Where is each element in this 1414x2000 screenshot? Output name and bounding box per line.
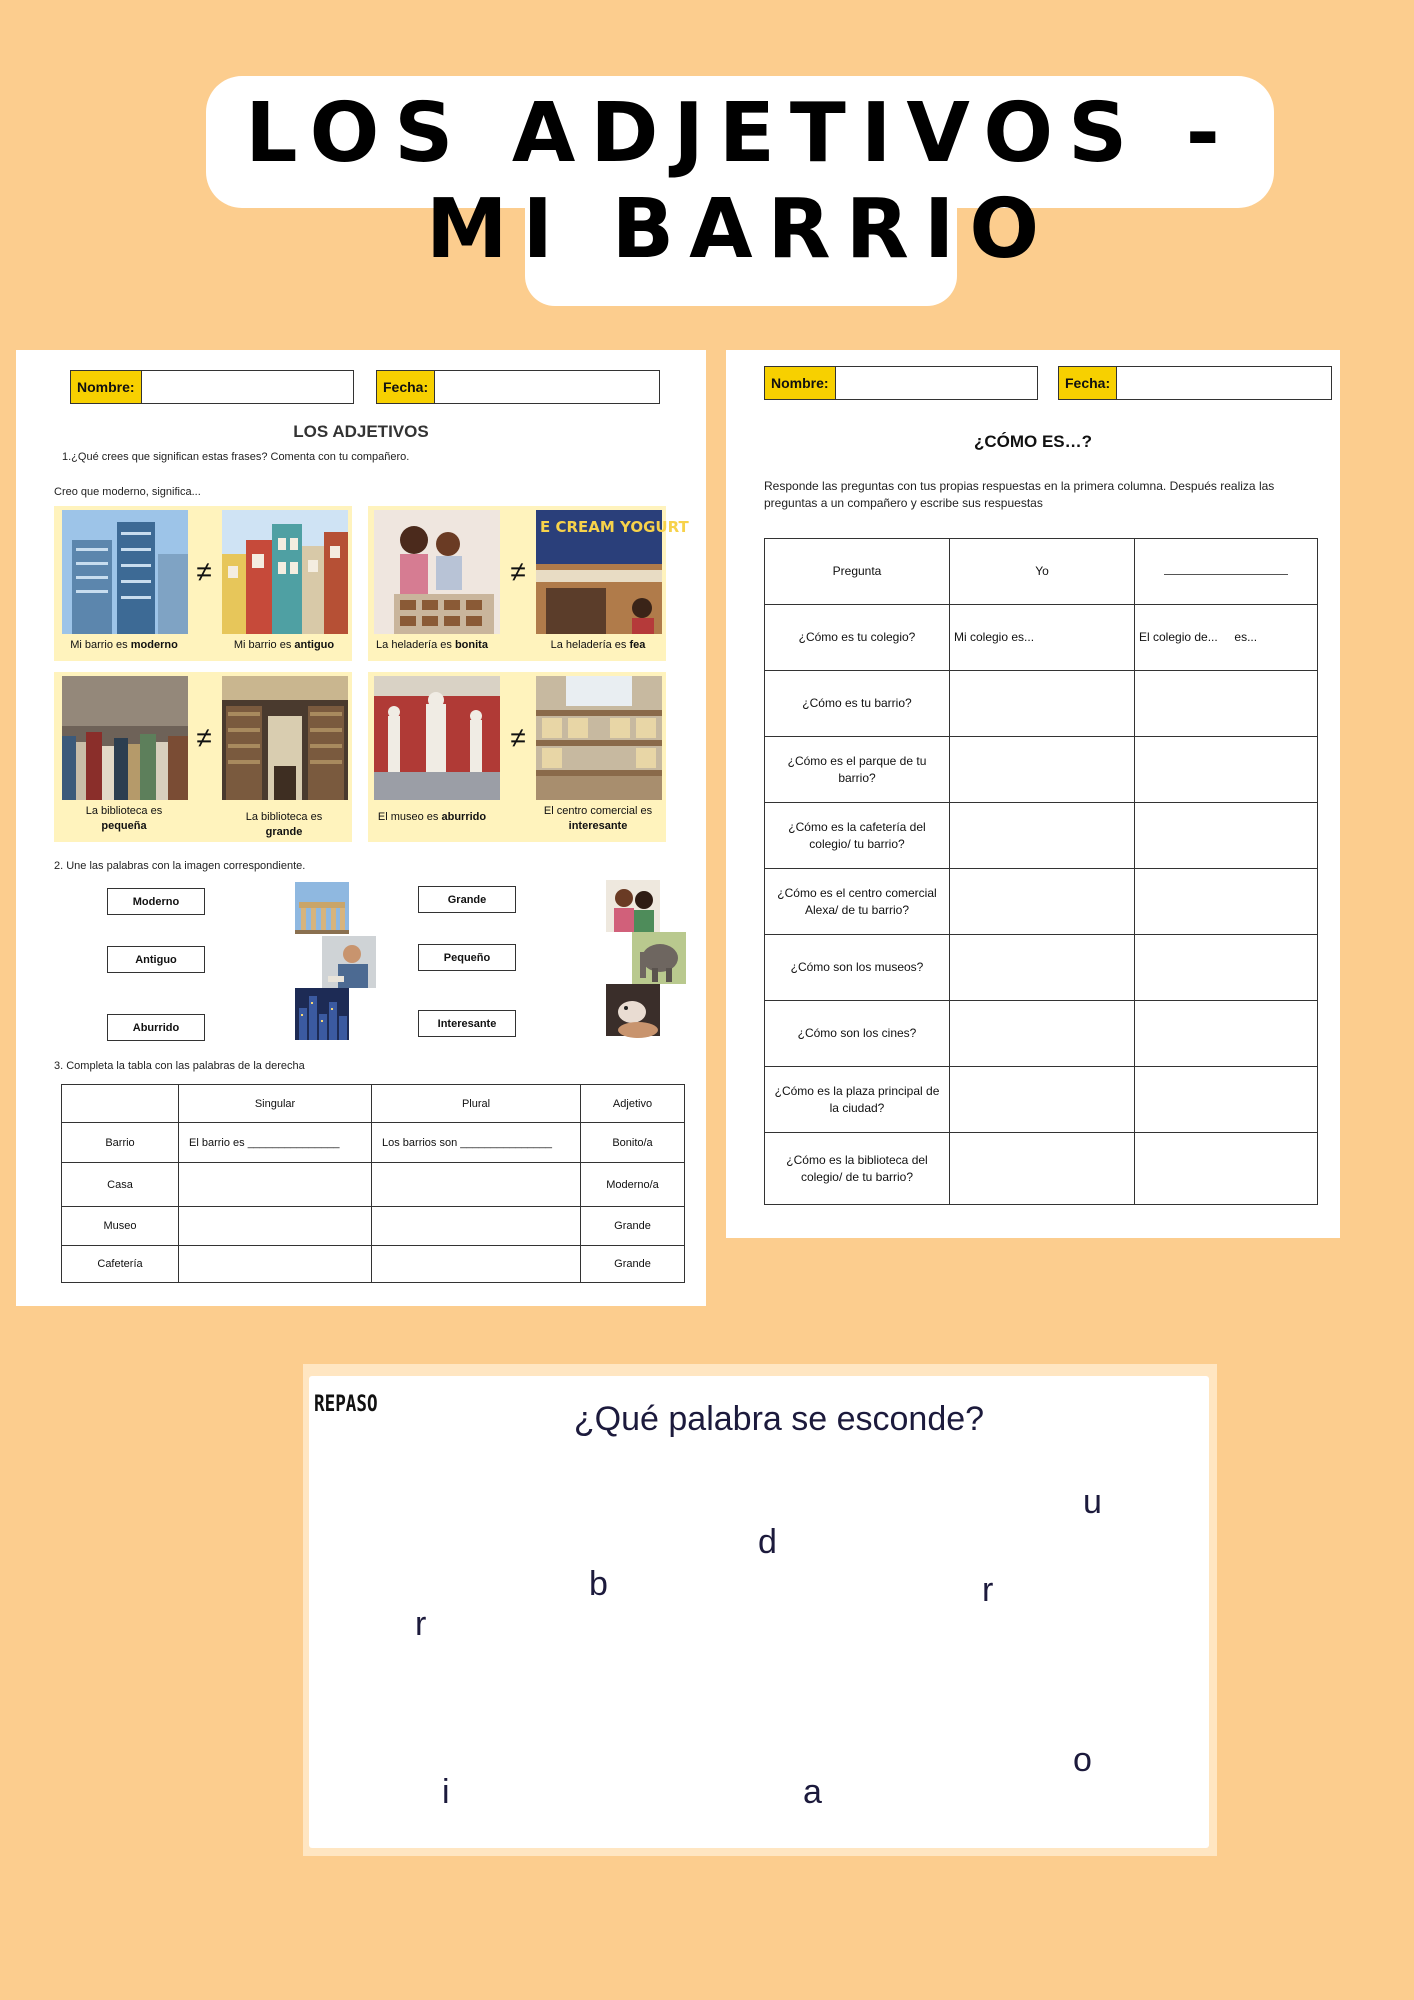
table-header: Pregunta (765, 539, 950, 605)
singular-plural-table (61, 1084, 685, 1283)
mall-photo (536, 676, 662, 800)
caption-moderno: Mi barrio es moderno (70, 639, 178, 651)
ruins-thumb[interactable] (295, 882, 349, 934)
bored-man-thumb[interactable] (322, 936, 376, 988)
caption-interesante: El centro comercial es interesante (543, 805, 653, 832)
fecha-label: Fecha: (377, 371, 435, 403)
worksheet-adjetivos (16, 350, 706, 1306)
museum-photo (374, 676, 500, 800)
word-moderno[interactable]: Moderno (107, 888, 205, 915)
word-pequeno[interactable]: Pequeño (418, 944, 516, 971)
table-row: Casa Moderno/a (62, 1163, 685, 1207)
nombre-label: Nombre: (71, 371, 142, 403)
caption-antiguo: Mi barrio es antiguo (233, 639, 335, 651)
pair-moderno-antiguo (54, 506, 352, 661)
hidden-letter: r (415, 1605, 427, 1643)
hidden-letter: d (758, 1523, 777, 1561)
elephant-thumb[interactable] (632, 932, 686, 984)
word-grande[interactable]: Grande (418, 886, 516, 913)
not-equal-icon: ≠ (510, 722, 526, 753)
fecha-field[interactable] (1058, 366, 1332, 400)
repaso-label: REPASO (314, 1392, 378, 1417)
hint-text: Creo que moderno, significa... (54, 486, 201, 498)
hidden-letter: i (442, 1773, 450, 1811)
word-aburrido[interactable]: Aburrido (107, 1014, 205, 1041)
page-title: LOS ADJETIVOS - MI BARRIO (245, 86, 1235, 277)
caption-aburrido: El museo es aburrido (377, 811, 487, 823)
hidden-letter: b (589, 1565, 608, 1603)
caption-pequena: La biblioteca es pequeña (85, 805, 163, 832)
table-header: Adjetivo (581, 1085, 685, 1123)
hidden-letter: u (1083, 1483, 1102, 1521)
table-row: ¿Cómo es la biblioteca del colegio/ de tu barrio? (765, 1133, 1318, 1205)
old-buildings-photo (222, 510, 348, 634)
table-row: Museo Grande (62, 1207, 685, 1246)
table-row: ¿Cómo es la cafetería del colegio/ tu barrio? (765, 803, 1318, 869)
worksheet-como-es (726, 350, 1340, 1238)
table-row: Cafetería Grande (62, 1246, 685, 1283)
table-row: ¿Cómo es el parque de tu barrio? (765, 737, 1318, 803)
table-row: ¿Cómo son los cines? (765, 1001, 1318, 1067)
table-row: ¿Cómo es el centro comercial Alexa/ de tu barrio? (765, 869, 1318, 935)
table-row: ¿Cómo es tu colegio? Mi colegio es... El colegio de... es... (765, 605, 1318, 671)
instructions: Responde las preguntas con tus propias respuestas en la primera columna. Después realiza las preguntas a un compañero y escribe sus respuestas (764, 479, 1275, 510)
pair-pequena-grande (54, 672, 352, 842)
table-header: Plural (372, 1085, 581, 1123)
worksheet-heading: ¿CÓMO ES…? (973, 432, 1093, 451)
pair-aburrido-interesante (368, 672, 666, 842)
hidden-letter: r (982, 1571, 994, 1609)
table-header (62, 1085, 179, 1123)
table-row: ¿Cómo son los museos? (765, 935, 1318, 1001)
partner-name-blank[interactable] (1135, 539, 1318, 605)
table-header: Singular (179, 1085, 372, 1123)
question-2: 2. Une las palabras con la imagen correspondiente. (54, 860, 306, 872)
word-antiguo[interactable]: Antiguo (107, 946, 205, 973)
hidden-letter: a (803, 1773, 822, 1811)
nombre-field[interactable] (764, 366, 1038, 400)
big-library-photo (222, 676, 348, 800)
not-equal-icon: ≠ (196, 556, 212, 587)
fecha-label: Fecha: (1059, 367, 1117, 399)
nombre-field[interactable] (70, 370, 354, 404)
caption-bonita: La heladería es bonita (376, 639, 488, 651)
nombre-label: Nombre: (765, 367, 836, 399)
table-header: Yo (950, 539, 1135, 605)
question-1: 1.¿Qué crees que significan estas frases? Comenta con tu compañero. (62, 451, 410, 463)
question-3: 3. Completa la tabla con las palabras de la derecha (54, 1060, 305, 1072)
pair-bonita-fea (368, 506, 689, 661)
ice-cream-sign-photo (536, 510, 689, 634)
city-night-thumb[interactable] (295, 988, 349, 1040)
word-interesante[interactable]: Interesante (418, 1010, 516, 1037)
worksheet-heading: LOS ADJETIVOS (293, 422, 429, 441)
not-equal-icon: ≠ (510, 556, 526, 587)
hidden-letter: o (1073, 1741, 1092, 1779)
fecha-field[interactable] (376, 370, 660, 404)
hamster-thumb[interactable] (606, 984, 660, 1036)
modern-building-photo (62, 510, 188, 634)
repaso-title: ¿Qué palabra se esconde? (573, 1400, 985, 1438)
girls-thumb[interactable] (606, 880, 660, 932)
caption-grande: La biblioteca es grande (245, 811, 323, 838)
small-library-photo (62, 676, 188, 800)
table-row: ¿Cómo es la plaza principal de la ciudad? (765, 1067, 1318, 1133)
svg-text:E CREAM YOGURT: E CREAM YOGURT (540, 518, 689, 536)
table-row: Barrio El barrio es _______________ Los barrios son _______________ Bonito/a (62, 1123, 685, 1163)
not-equal-icon: ≠ (196, 722, 212, 753)
caption-fea: La heladería es fea (550, 639, 646, 651)
table-row: ¿Cómo es tu barrio? (765, 671, 1318, 737)
questions-table (764, 538, 1318, 1205)
ice-cream-shop-photo (374, 510, 500, 634)
